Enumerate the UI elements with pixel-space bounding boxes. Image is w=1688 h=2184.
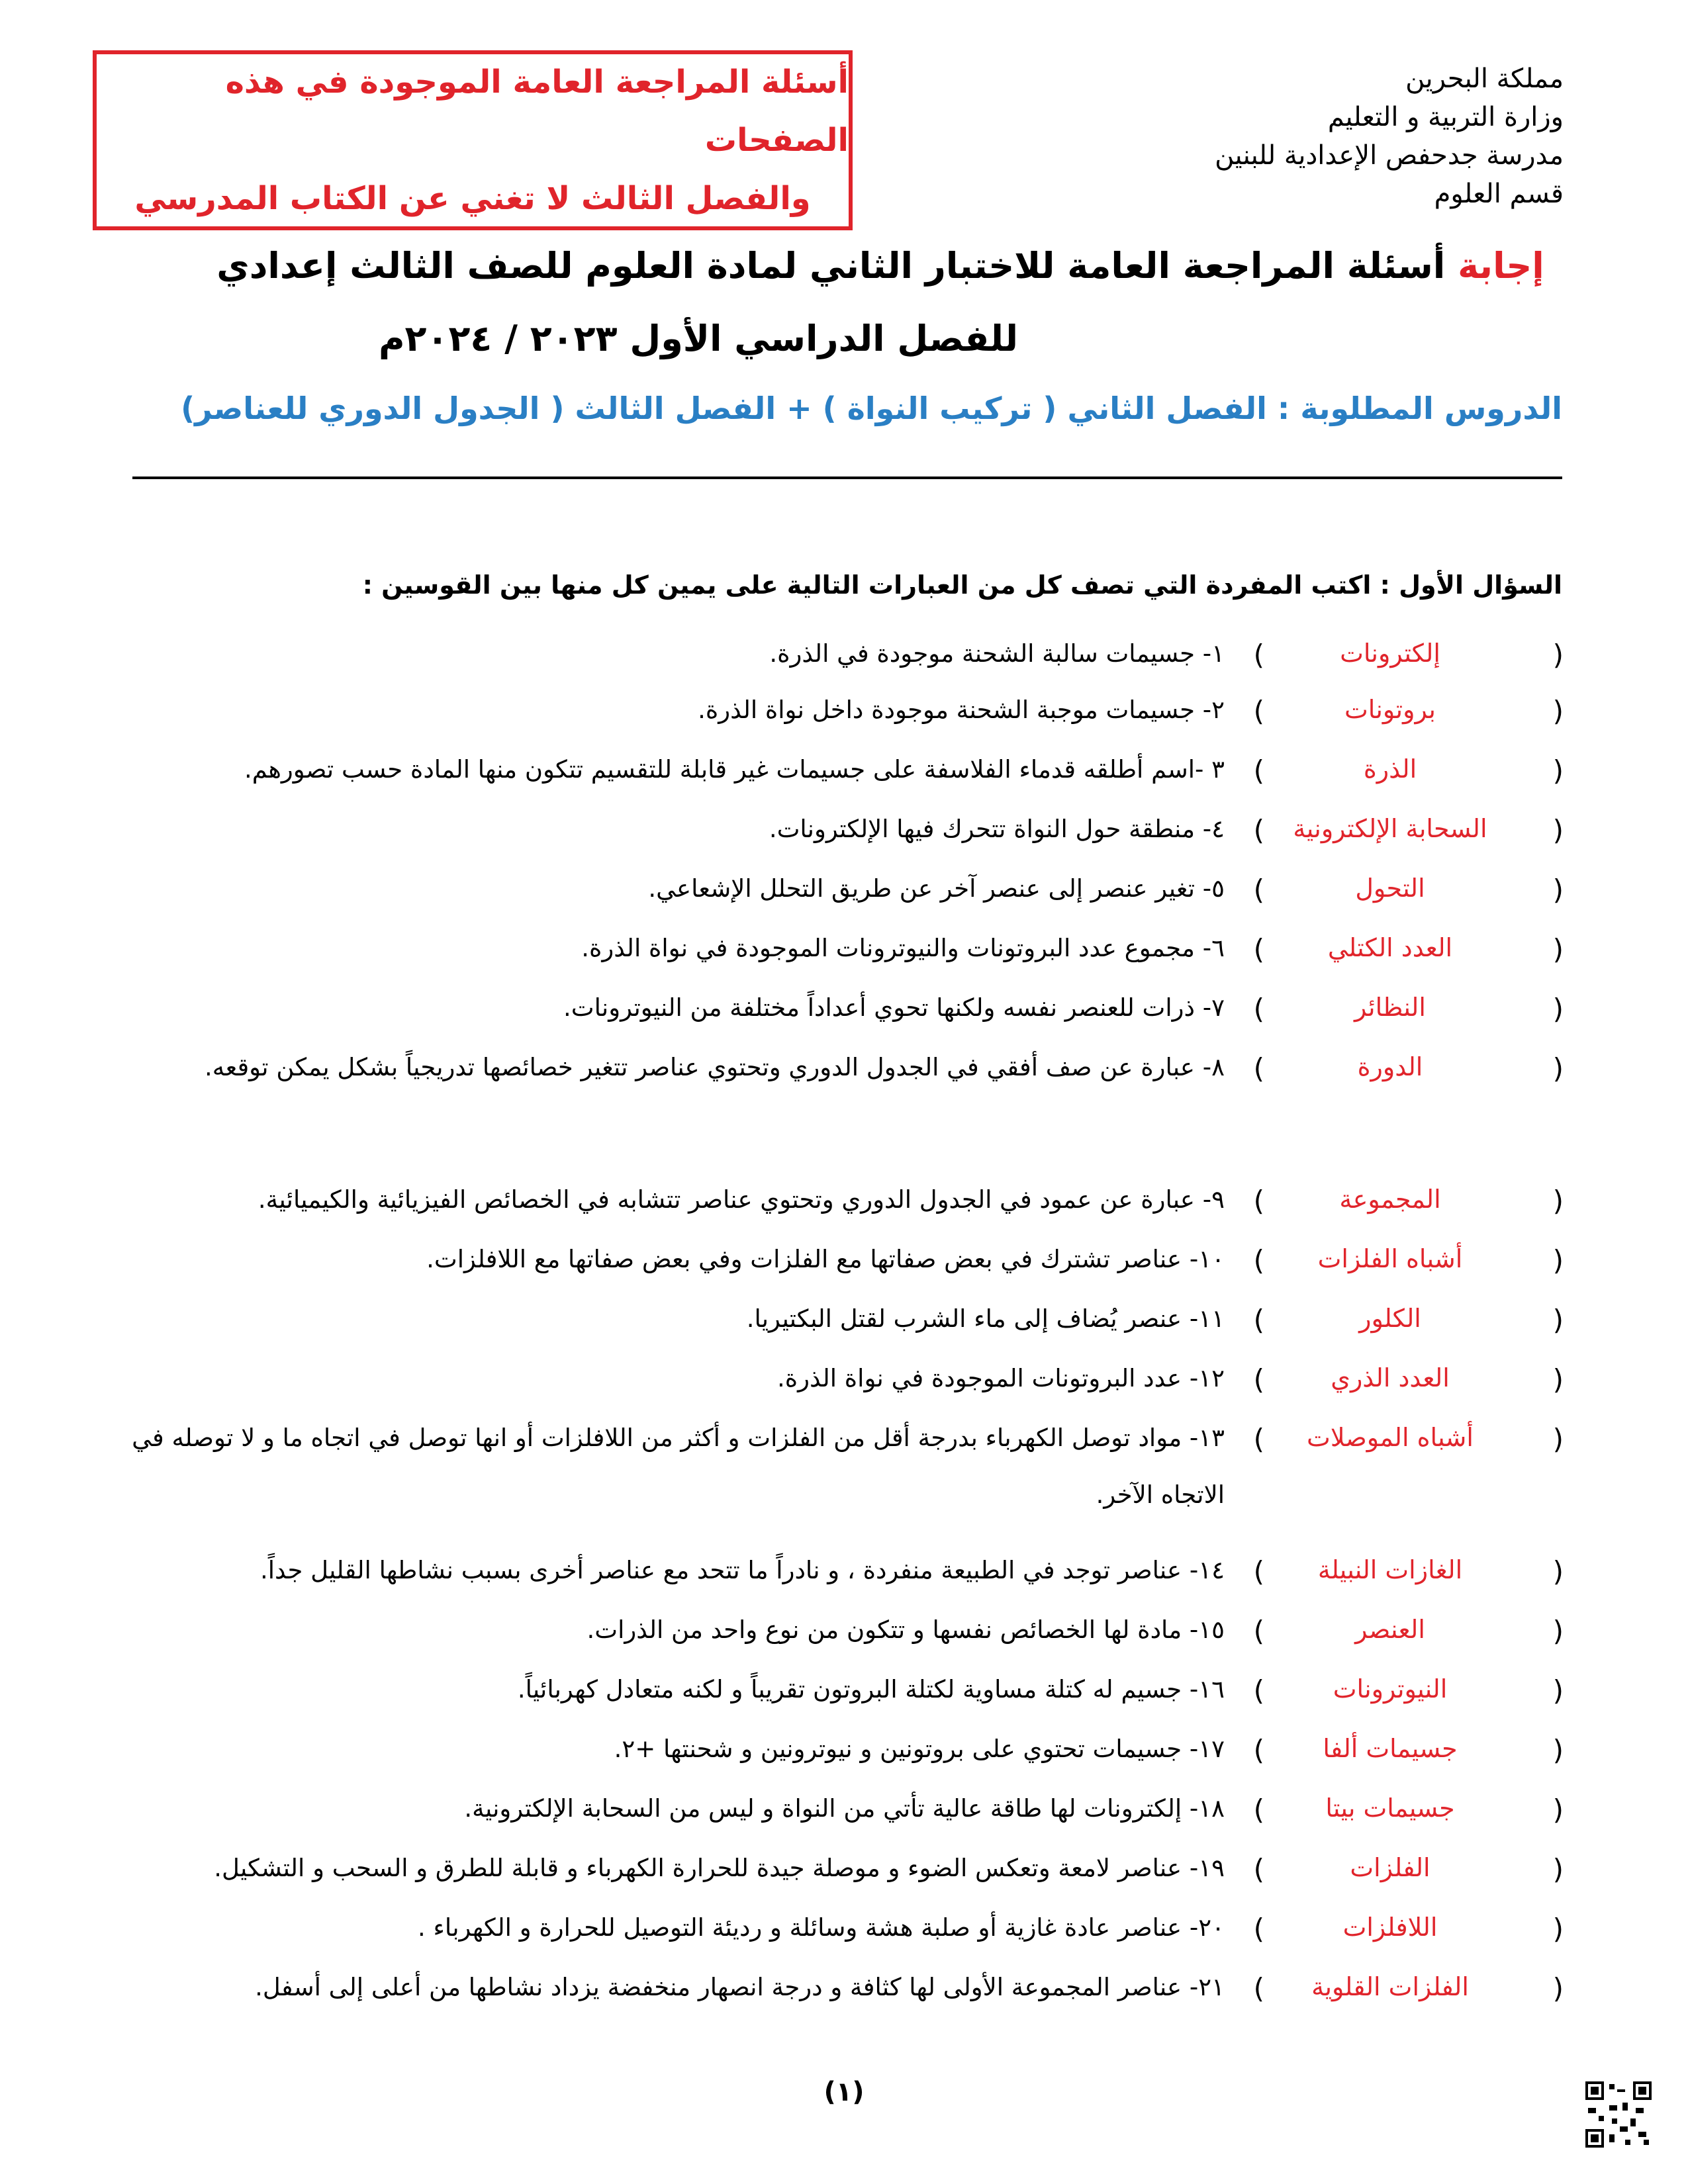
paren-close: ) xyxy=(1253,933,1264,966)
paren-close: ) xyxy=(1253,1555,1264,1588)
answer-text: العدد الذري xyxy=(1331,1363,1450,1392)
paren-open: ( xyxy=(1552,1052,1564,1085)
qr-code-icon xyxy=(1585,2081,1652,2148)
title-main: أسئلة المراجعة العامة للاختبار الثاني لمادة العلوم للصف الثالث إعدادي xyxy=(216,245,1446,287)
paren-close: ) xyxy=(1253,1244,1264,1277)
kingdom-name: مملكة البحرين xyxy=(1405,64,1564,94)
statement-text: ٢١- عناصر المجموعة الأولى لها كثافة و درجة انصهار منخفضة يزداد نشاطها من أعلى إلى أسفل. xyxy=(255,1973,1225,2001)
divider xyxy=(132,477,1562,479)
list-item xyxy=(0,1304,1688,1357)
list-item xyxy=(0,1052,1688,1105)
statement-text: ٣ -اسم أطلقه قدماء الفلاسفة على جسيمات غير قابلة للتقسيم تتكون منها المادة حسب تصورهم. xyxy=(244,755,1225,784)
paren-open: ( xyxy=(1552,1423,1564,1455)
paren-close: ) xyxy=(1253,1304,1264,1336)
paren-close: ) xyxy=(1253,754,1264,787)
paren-close: ) xyxy=(1253,1185,1264,1217)
answer-text: النيوترونات xyxy=(1333,1674,1448,1704)
notice-line-1: أسئلة المراجعة العامة الموجودة في هذه الصفحات xyxy=(225,64,849,159)
answer-text: الغازات النبيلة xyxy=(1317,1555,1463,1584)
paren-open: ( xyxy=(1552,639,1564,671)
statement-text: ٧- ذرات للعنصر نفسه ولكنها تحوي أعداداً مختلفة من النيوترونات. xyxy=(563,993,1225,1022)
paren-close: ) xyxy=(1253,1363,1264,1396)
statement-text: ١٢- عدد البروتونات الموجودة في نواة الذرة. xyxy=(777,1364,1225,1392)
list-item xyxy=(0,1674,1688,1727)
statement-text: ١١- عنصر يُضاف إلى ماء الشرب لقتل البكتيريا. xyxy=(746,1304,1225,1333)
title-accent: إجابة xyxy=(1458,245,1544,287)
paren-close: ) xyxy=(1253,1794,1264,1826)
list-item xyxy=(0,1423,1688,1509)
org-block xyxy=(1215,60,1564,213)
list-item xyxy=(0,754,1688,807)
answer-text: الفلزات القلوية xyxy=(1311,1972,1469,2001)
answer-text: الذرة xyxy=(1363,754,1417,784)
school-name: مدرسة جدحفص الإعدادية للبنين xyxy=(1215,140,1564,171)
list-item xyxy=(0,1794,1688,1846)
list-item xyxy=(0,1913,1688,1966)
page-number: (١) xyxy=(823,2077,865,2107)
ministry-name: وزارة التربية و التعليم xyxy=(1327,102,1564,132)
statement-text: ١٠- عناصر تشترك في بعض صفاتها مع الفلزات وفي بعض صفاتها مع اللافلزات. xyxy=(426,1245,1225,1273)
paren-close: ) xyxy=(1253,874,1264,906)
paren-close: ) xyxy=(1253,639,1264,671)
statement-text: ١٤- عناصر توجد في الطبيعة منفردة ، و نادراً ما تتحد مع عناصر أخرى بسبب نشاطها القليل جداً. xyxy=(260,1556,1225,1584)
answer-text: اللافلزات xyxy=(1342,1913,1438,1942)
paren-open: ( xyxy=(1552,754,1564,787)
list-item xyxy=(0,1244,1688,1297)
list-item xyxy=(0,1555,1688,1608)
statement-text: ١٣- مواد توصل الكهرباء بدرجة أقل من الفلزات و أكثر من اللافلزات أو انها توصل في اتجاه ما و لا توصله في الاتجاه الآخر. xyxy=(132,1424,1225,1509)
list-item xyxy=(0,1972,1688,2025)
list-item xyxy=(0,1363,1688,1416)
notice-line-2: والفصل الثالث لا تغني عن الكتاب المدرسي xyxy=(134,180,811,217)
paren-open: ( xyxy=(1552,1913,1564,1945)
paren-close: ) xyxy=(1253,1423,1264,1455)
statement-text: ١٨- إلكترونات لها طاقة عالية تأتي من النواة و ليس من السحابة الإلكترونية. xyxy=(464,1794,1225,1823)
paren-open: ( xyxy=(1552,1674,1564,1707)
list-item xyxy=(0,814,1688,867)
semester-title: للفصل الدراسي الأول ٢٠٢٣ / ٢٠٢٤م xyxy=(378,318,1019,359)
paren-open: ( xyxy=(1552,933,1564,966)
list-item xyxy=(0,1853,1688,1906)
answer-text: أشباه الفلزات xyxy=(1317,1244,1463,1273)
paren-close: ) xyxy=(1253,695,1264,727)
paren-open: ( xyxy=(1552,1972,1564,2005)
paren-open: ( xyxy=(1552,1853,1564,1886)
paren-close: ) xyxy=(1253,993,1264,1025)
statement-text: ٨- عبارة عن صف أفقي في الجدول الدوري وتحتوي عناصر تتغير خصائصها تدريجياً بشكل يمكن توقعه. xyxy=(205,1053,1225,1081)
paren-open: ( xyxy=(1552,1794,1564,1826)
statement-text: ١٩- عناصر لامعة وتعكس الضوء و موصلة جيدة للحرارة الكهرباء و قابلة للطرق و السحب و التشكيل. xyxy=(214,1854,1225,1882)
paren-close: ) xyxy=(1253,1913,1264,1945)
answer-text: إلكترونات xyxy=(1340,639,1440,668)
answer-text: التحول xyxy=(1355,874,1425,903)
answer-text: العنصر xyxy=(1355,1615,1425,1644)
answer-text: النظائر xyxy=(1354,993,1426,1022)
paren-close: ) xyxy=(1253,1972,1264,2005)
question-heading: السؤال الأول : اكتب المفردة التي تصف كل من العبارات التالية على يمين كل منها بين القوسين : xyxy=(362,570,1562,600)
paren-open: ( xyxy=(1552,1244,1564,1277)
statement-text: ١٧- جسيمات تحتوي على بروتونين و نيوترونين و شحنتها +٢. xyxy=(614,1735,1225,1763)
paren-open: ( xyxy=(1552,1734,1564,1766)
list-item xyxy=(0,1185,1688,1238)
answer-text: السحابة الإلكترونية xyxy=(1293,814,1487,843)
answer-text: الكلور xyxy=(1359,1304,1421,1333)
list-item xyxy=(0,874,1688,927)
answer-text: أشباه الموصلات xyxy=(1307,1423,1474,1452)
notice-box xyxy=(93,50,853,230)
answer-text: العدد الكتلي xyxy=(1327,933,1453,962)
paren-open: ( xyxy=(1552,993,1564,1025)
paren-open: ( xyxy=(1552,814,1564,846)
paren-close: ) xyxy=(1253,814,1264,846)
paren-open: ( xyxy=(1552,1555,1564,1588)
answer-text: جسيمات بيتا xyxy=(1325,1794,1455,1823)
list-item xyxy=(0,933,1688,986)
statement-text: ١٦- جسيم له كتلة مساوية لكتلة البروتون تقريباً و لكنه متعادل كهربائياً. xyxy=(517,1675,1225,1704)
required-lessons: الدروس المطلوبة : الفصل الثاني ( تركيب النواة ) + الفصل الثالث ( الجدول الدوري للعناصر) xyxy=(181,390,1562,426)
paren-close: ) xyxy=(1253,1615,1264,1647)
statement-text: ٢٠- عناصر عادة غازية أو صلبة هشة وسائلة و رديئة التوصيل للحرارة و الكهرباء . xyxy=(418,1913,1225,1942)
paren-close: ) xyxy=(1253,1734,1264,1766)
statement-text: ٤- منطقة حول النواة تتحرك فيها الإلكترونات. xyxy=(769,815,1225,843)
statement-text: ٩- عبارة عن عمود في الجدول الدوري وتحتوي عناصر تتشابه في الخصائص الفيزيائية والكيميائية. xyxy=(258,1185,1225,1214)
page-title xyxy=(199,245,1562,287)
list-item xyxy=(0,993,1688,1046)
paren-open: ( xyxy=(1552,1363,1564,1396)
paren-open: ( xyxy=(1552,1185,1564,1217)
paren-open: ( xyxy=(1552,1615,1564,1647)
list-item xyxy=(0,1734,1688,1787)
list-item xyxy=(0,695,1688,748)
statement-text: ٢- جسيمات موجبة الشحنة موجودة داخل نواة الذرة. xyxy=(698,696,1225,724)
paren-open: ( xyxy=(1552,1304,1564,1336)
paren-open: ( xyxy=(1552,874,1564,906)
statement-text: ٦- مجموع عدد البروتونات والنيوترونات الموجودة في نواة الذرة. xyxy=(581,934,1225,962)
answer-text: جسيمات ألفا xyxy=(1323,1734,1458,1763)
answer-text: الفلزات xyxy=(1350,1853,1430,1882)
department-name: قسم العلوم xyxy=(1434,179,1564,209)
statement-text: ١٥- مادة لها الخصائص نفسها و تتكون من نوع واحد من الذرات. xyxy=(586,1615,1225,1644)
answer-text: بروتونات xyxy=(1344,695,1436,724)
statement-text: ٥- تغير عنصر إلى عنصر آخر عن طريق التحلل الإشعاعي. xyxy=(648,874,1225,903)
paren-open: ( xyxy=(1552,695,1564,727)
answer-text: الدورة xyxy=(1357,1052,1423,1081)
paren-close: ) xyxy=(1253,1052,1264,1085)
list-item xyxy=(0,1615,1688,1668)
answer-text: المجموعة xyxy=(1339,1185,1441,1214)
paren-close: ) xyxy=(1253,1674,1264,1707)
paren-close: ) xyxy=(1253,1853,1264,1886)
statement-text: ١- جسيمات سالبة الشحنة موجودة في الذرة. xyxy=(769,639,1225,668)
